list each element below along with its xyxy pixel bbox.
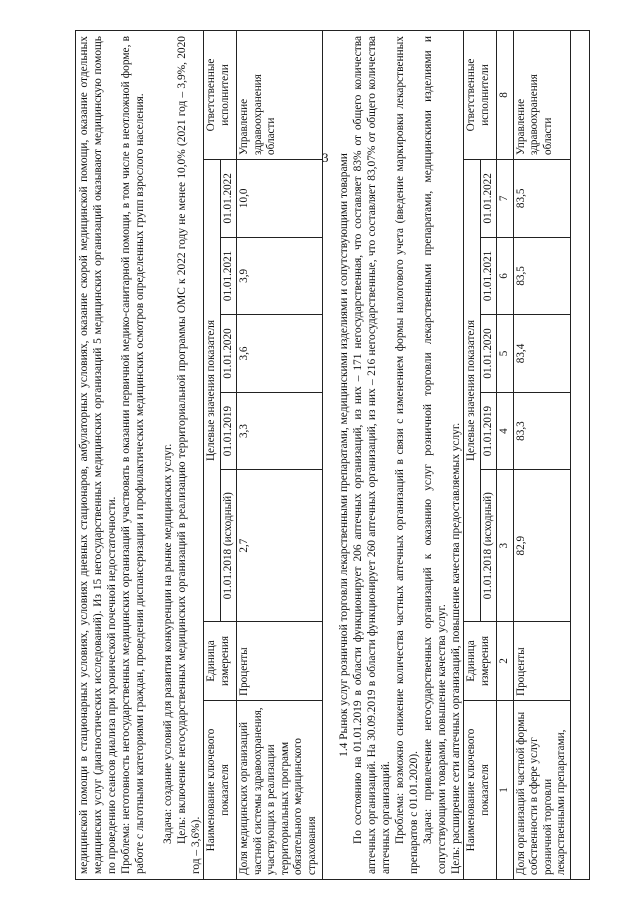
- t2-col-num-6: 6: [497, 237, 514, 315]
- t2-header-unit: Единица измерения: [464, 622, 497, 701]
- paragraph-task-1: Задача: создание условий для развития конкуренции на рынке медицинских услуг.: [162, 443, 174, 844]
- t1-header-name: Наименование ключевого показателя: [204, 701, 237, 880]
- t2-col-num-8: 8: [497, 31, 514, 160]
- paragraph-goal-1: Цель: включение негосударственных медицинских организаций в реализацию территориальной программы ОМС к 2022 году не менее 10,0% (2021 год – 3,9%, 2020 год – 3,6%).: [176, 36, 203, 874]
- t1-value-2022: 10,0: [237, 160, 323, 238]
- t2-col-num-2: 2: [497, 622, 514, 701]
- t2-value-2019: 83,3: [513, 392, 570, 470]
- t1-row-name: Доля медицинских организаций частной системы здравоохранения, участвующих в реализации территориальных программ обязательного медицинского страхования: [237, 701, 323, 880]
- rotated-page-content: [75, 30, 590, 880]
- t2-row-resp: Управление здравоохранения области: [513, 31, 570, 160]
- page-number: 3: [322, 150, 329, 165]
- t2-date-2022: 01.01.2022: [480, 160, 497, 238]
- t2-date-2021: 01.01.2021: [480, 237, 497, 315]
- t2-date-2019: 01.01.2019: [480, 392, 497, 470]
- t2-value-2020: 83,4: [513, 315, 570, 393]
- t1-date-2022: 01.01.2022: [220, 160, 237, 238]
- t2-value-2018: 82,9: [513, 470, 570, 622]
- t2-col-num-5: 5: [497, 315, 514, 393]
- paragraph-intro: медицинской помощи в стационарных условиях, условиях дневных стационаров, амбулаторных условиях, оказание скорой медицинской помощи, оказание отдельных медицинских услуг (диагностических исследований). Из 15 негосударственных медицинских организаций 5 медицинских организаций оказывают медицинскую помощь по проведению сеансов диализа при хронической почечной недостаточности.: [78, 36, 119, 874]
- t1-header-unit: Единица измерения: [204, 622, 237, 701]
- t2-col-num-4: 4: [497, 392, 514, 470]
- t1-value-2018: 2,7: [237, 470, 323, 622]
- t1-value-2019: 3,3: [237, 392, 323, 470]
- t1-header-target: Целевые значения показателя: [204, 160, 221, 622]
- t2-header-target: Целевые значения показателя: [464, 160, 481, 622]
- table-pharmacy-indicators: [463, 30, 571, 880]
- t1-date-2018: 01.01.2018 (исходный): [220, 470, 237, 622]
- paragraph-task-2: Задача: привлечение негосударственных организаций к оказанию услуг розничной торговли лекарственными препаратами, медицинскими изделиями и сопутствующими товарами, повышение качества услуг.: [422, 36, 449, 874]
- t2-value-2022: 83,5: [513, 160, 570, 238]
- t2-header-name: Наименование ключевого показателя: [464, 701, 497, 880]
- table-medical-indicators: [203, 30, 323, 880]
- paragraph-problem-2: Проблема: возможно снижение количества частных аптечных организаций в связи с изменением формы налогового учета (введение маркировки лекарственных препаратов с 01.01.2020).: [394, 36, 421, 874]
- t1-date-2019: 01.01.2019: [220, 392, 237, 470]
- t2-row-unit: Проценты: [513, 622, 570, 701]
- t1-row-resp: Управление здравоохранения области: [237, 31, 323, 160]
- t1-value-2020: 3,6: [237, 315, 323, 393]
- section-heading: 1.4 Рынок услуг розничной торговли лекарственными препаратами, медицинскими изделиями и сопутствующими товарами: [338, 153, 350, 757]
- paragraph-goal-2: Цель: расширение сети аптечных организаций, повышение качества предоставляемых услуг.: [450, 422, 462, 874]
- t2-date-2020: 01.01.2020: [480, 315, 497, 393]
- t2-header-resp: Ответственные исполнители: [464, 31, 497, 160]
- t1-header-resp: Ответственные исполнители: [204, 31, 237, 160]
- t1-date-2021: 01.01.2021: [220, 237, 237, 315]
- t2-col-num-7: 7: [497, 160, 514, 238]
- t2-value-2021: 83,5: [513, 237, 570, 315]
- t1-date-2020: 01.01.2020: [220, 315, 237, 393]
- t1-value-2021: 3,9: [237, 237, 323, 315]
- t2-row-name: Доля организаций частной формы собственности в сфере услуг розничной торговли лекарственными препаратами,: [513, 701, 570, 880]
- t2-col-num-1: 1: [497, 701, 514, 880]
- t2-date-2018: 01.01.2018 (исходный): [480, 470, 497, 622]
- t2-col-num-3: 3: [497, 470, 514, 622]
- paragraph-state-2: По состоянию на 01.01.2019 в области функционирует 206 аптечных организаций, из них – 171 негосударственная, что составляет 83% от общего количества аптечных организаций. На 30.09.2019 в области функционирует 260 аптечных организаций, из них – 216 негосударственные, что составляет 83,07% от общего количества аптечных организаций.: [352, 36, 393, 874]
- paragraph-problem-1: Проблема: неготовность негосударственных медицинских организаций участвовать в оказании первичной медико-санитарной помощи, в том числе в неотложной форме, в работе с льготными категориями граждан, проведении диспансеризации и профилактических медицинских осмотров определенных групп взрослого населения.: [120, 36, 147, 874]
- t1-row-unit: Проценты: [237, 622, 323, 701]
